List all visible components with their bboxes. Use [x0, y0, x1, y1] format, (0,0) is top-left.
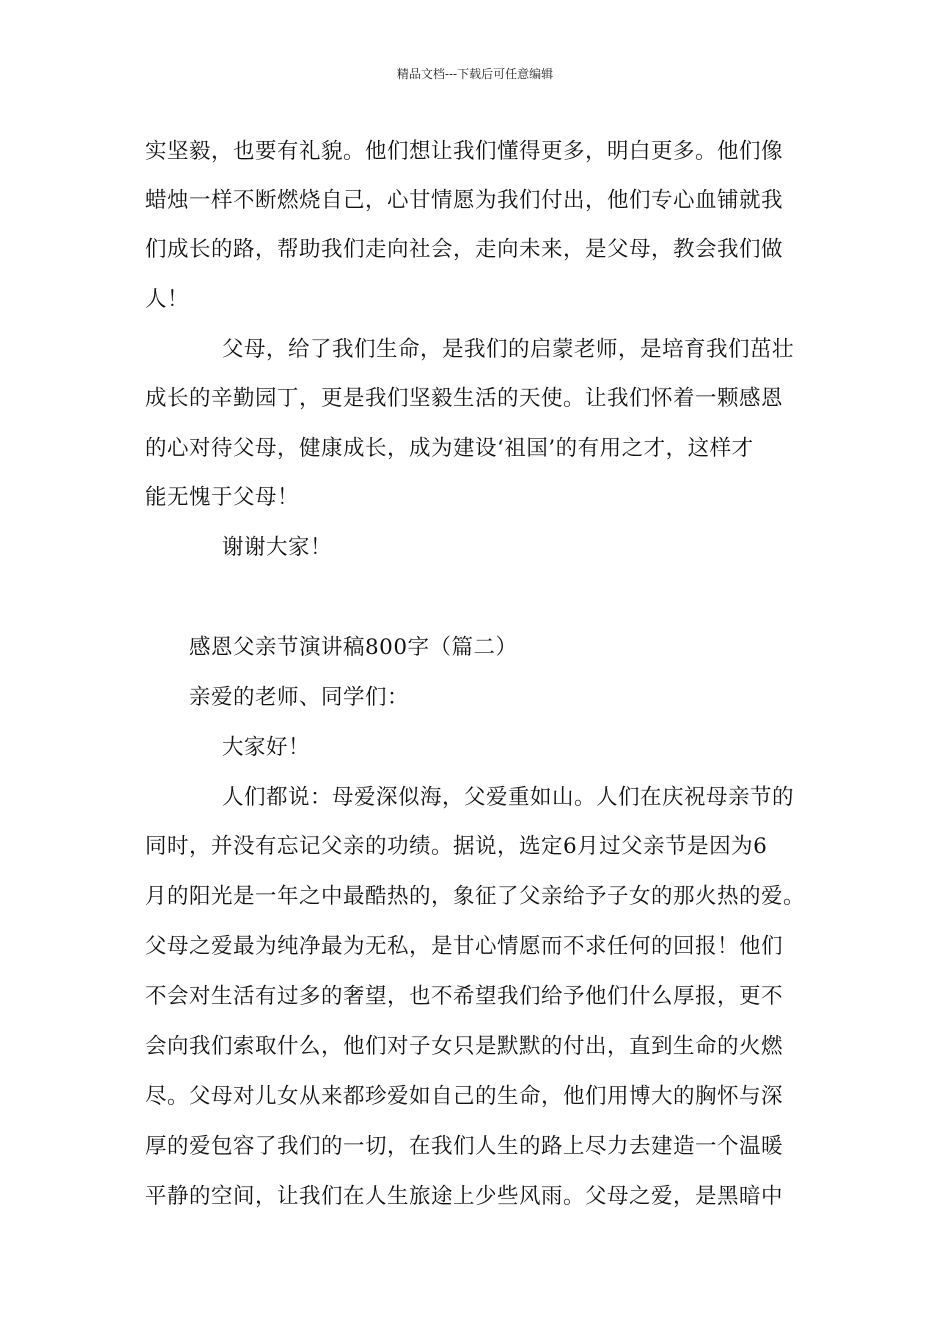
greeting: 大家好！: [222, 735, 311, 760]
body-line: 父母之爱最为纯净最为无私，是甘心情愿而不求任何的回报！他们: [145, 934, 784, 959]
body-line: 实坚毅，也要有礼貌。他们想让我们懂得更多，明白更多。他们像: [145, 139, 784, 164]
paragraph-start-line: 人们都说：母爱深似海，父爱重如山。人们在庆祝母亲节的: [222, 785, 795, 810]
page-header: 精品文档---下载后可任意编辑: [396, 67, 554, 81]
body-line: 成长的辛勤园丁，更是我们坚毅生活的天使。让我们怀着一颗感恩: [145, 386, 784, 411]
body-line: 蜡烛一样不断燃烧自己，心甘情愿为我们付出，他们专心血铺就我: [145, 188, 784, 213]
body-line: 尽。父母对儿女从来都珍爱如自己的生命，他们用博大的胸怀与深: [145, 1084, 784, 1109]
body-line: 人！: [145, 287, 190, 312]
body-line: 们成长的路，帮助我们走向社会，走向未来，是父母，教会我们做: [145, 237, 784, 262]
body-line: 不会对生活有过多的奢望，也不希望我们给予他们什么厚报，更不: [145, 984, 784, 1009]
body-line: 能无愧于父母！: [145, 485, 300, 510]
salutation: 亲爱的老师、同学们：: [189, 685, 410, 710]
closing-line: 谢谢大家！: [222, 535, 333, 560]
body-line: 同时，并没有忘记父亲的功绩。据说，选定6月过父亲节是因为6: [145, 834, 768, 859]
paragraph-start-line: 父母，给了我们生命，是我们的启蒙老师，是培育我们茁壮: [222, 337, 795, 362]
body-line: 厚的爱包容了我们的一切，在我们人生的路上尽力去建造一个温暖: [145, 1134, 784, 1159]
section-title: 感恩父亲节演讲稿800字（篇二）: [189, 635, 518, 660]
body-line: 会向我们索取什么，他们对子女只是默默的付出，直到生命的火燃: [145, 1034, 784, 1059]
body-line: 月的阳光是一年之中最酷热的，象征了父亲给予子女的那火热的爱。: [145, 884, 806, 909]
body-line: 平静的空间，让我们在人生旅途上少些风雨。父母之爱，是黑暗中: [145, 1184, 784, 1209]
body-line: 的心对待父母，健康成长，成为建设‘祖国’的有用之才，这样才: [145, 436, 754, 461]
